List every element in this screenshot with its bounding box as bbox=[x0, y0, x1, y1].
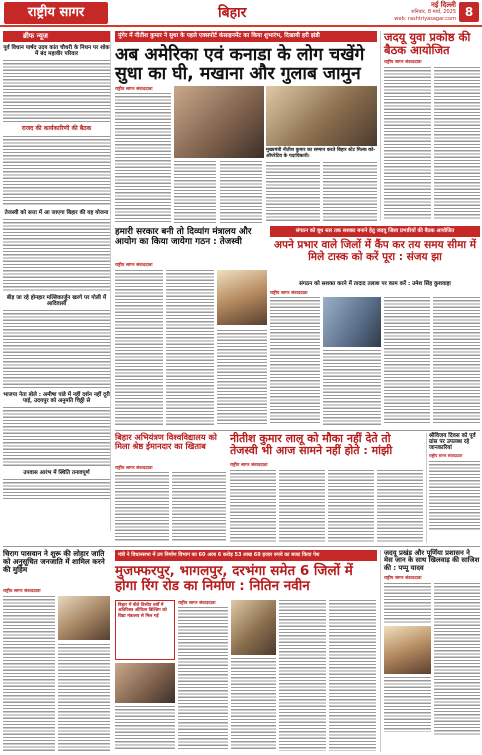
chirag-text-1 bbox=[3, 596, 55, 751]
brief-2-text bbox=[3, 136, 110, 206]
ringroad-text-3 bbox=[279, 600, 326, 751]
side-story-headline: श्रीविजय दिवस को पूर्व ग्रांस पर उपलब्ध रहे जानकारियां bbox=[429, 433, 476, 452]
lead-text-col-4 bbox=[266, 162, 320, 223]
brief-6-text bbox=[3, 479, 110, 499]
lead-text-col-2 bbox=[174, 161, 216, 223]
right-top-story bbox=[380, 31, 480, 221]
lead-kicker: मुंगेर में नीतीश कुमार ने सुधा के पहले एक्सपोर्ट कंसाइनमेंट का किया शुभारंभ, दिखायी हरी झंडी bbox=[115, 31, 377, 42]
tejashwi-text-2 bbox=[166, 270, 214, 425]
brief-2-headline: राजद की कार्यकारिणी की बैठक bbox=[21, 125, 92, 133]
manjhi-text-3 bbox=[328, 470, 374, 542]
brief-column bbox=[3, 31, 111, 531]
chirag-byline: राष्ट्रीय सागर संवाददाता bbox=[3, 589, 41, 594]
ringroad-infobox-text: बिहार में बीते वित्तीय वर्षों में अतिरिक्त ऑफिस बिल्डिंग को विद्या मंत्रालय से मिल गई bbox=[118, 603, 167, 619]
brief-5-headline: भाजपा नेता बोले : अमीषा पांडे में नहीं दर्शन नहीं दूरी पाई, उदयपुर को अनुमति चिठ्ठी से bbox=[3, 391, 110, 404]
pappu-photo bbox=[384, 626, 431, 674]
sanjay-text-4 bbox=[433, 297, 480, 425]
university-headline: बिहार अभियंत्रण विश्वविद्यालय को मिला श्रेष्ठ ईमानदार का खिताब bbox=[115, 432, 217, 452]
website: web: rashtriyasagar.com bbox=[394, 16, 456, 22]
tejashwi-byline: राष्ट्रीय सागर संवाददाता bbox=[115, 263, 153, 268]
sanjay-kicker: संगठन को बूथ स्तर तक सशक्त बनाने हेतु जदयू जिला प्रभारियों की बैठक आयोजित bbox=[270, 226, 480, 237]
manjhi-text-4 bbox=[377, 470, 423, 542]
ringroad-text-1 bbox=[178, 607, 228, 751]
university-text-2 bbox=[172, 472, 226, 542]
ringroad-text-5 bbox=[115, 706, 175, 751]
ringroad-headline: मुजफ्फरपुर, भागलपुर, दरभंगा समेत 6 जिलों में होगा रिंग रोड का निर्माण : नितिन नवीन bbox=[115, 563, 353, 594]
pappu-text-1b bbox=[384, 677, 431, 732]
sanjay-subheadline: संगठन को सशक्त करने में तादाद तलाश पर काम करें : उमेश सिंह कुशवाहा bbox=[299, 281, 451, 287]
photo-caption: मुख्यमंत्री नीतीश कुमार का सम्मान करते बिहार स्टेट मिल्क को-ऑपरेटिव के पदाधिकारी। bbox=[266, 148, 376, 159]
page-number: 8 bbox=[459, 2, 479, 22]
ringroad-photo-1 bbox=[115, 663, 175, 703]
brief-3-headline: तेजस्वी को सत्ता में आ जाएगा बिहार की यह योजना bbox=[4, 209, 109, 216]
ringroad-byline: राष्ट्रीय सागर संवाददाता bbox=[178, 601, 216, 606]
brief-1-text bbox=[3, 60, 110, 122]
dateline bbox=[392, 2, 456, 23]
side-story-text bbox=[429, 461, 480, 531]
university-byline: राष्ट्रीय सागर संवाददाता bbox=[115, 466, 153, 471]
sanjay-text-1 bbox=[270, 297, 320, 425]
side-story-byline: राष्ट्रीय सागर संवाददाता bbox=[429, 453, 463, 459]
sanjay-text-2 bbox=[323, 350, 381, 425]
lead-text-col-1 bbox=[115, 93, 171, 223]
section-title: बिहार bbox=[218, 5, 247, 21]
tejashwi-headline: हमारी सरकार बनी तो दिव्यांग मंत्रालय और आयोग का किया जायेगा गठन : तेजस्वी bbox=[115, 227, 252, 247]
pappu-text-2 bbox=[434, 583, 481, 735]
manjhi-text-1 bbox=[230, 470, 276, 542]
tejashwi-text-1 bbox=[115, 270, 163, 425]
tejashwi-text-3 bbox=[217, 330, 267, 425]
university-text-1 bbox=[115, 472, 169, 542]
manjhi-byline: राष्ट्रीय सागर संवाददाता bbox=[230, 463, 268, 468]
manjhi-headline: नीतीश कुमार लालू को मौका नहीं देते तो तेजस्वी भी आज सामने नहीं होते : मांझी bbox=[230, 432, 393, 458]
ringroad-text-2 bbox=[231, 658, 276, 751]
side-story bbox=[426, 433, 480, 543]
date: शनिवार, 8 मार्च, 2025 bbox=[411, 9, 456, 15]
tejashwi-photo bbox=[217, 270, 267, 325]
manjhi-text-2 bbox=[279, 470, 325, 542]
brief-5-text bbox=[3, 407, 110, 467]
brief-1-headline: पूर्व विधान पार्षद उदय कांत चौधरी के निधन पर शोक में बंद महावीर परिवार bbox=[3, 45, 110, 58]
lead-byline: राष्ट्रीय सागर संवाददाता bbox=[115, 87, 153, 92]
brief-4-headline: बीड़ जा रहे होनहार मल्लिकार्जुन खरगे पर गोली में आदिवासी bbox=[6, 294, 107, 307]
ringroad-text-4 bbox=[329, 600, 376, 751]
city: नई दिल्ली bbox=[430, 1, 456, 9]
newspaper-logo: राष्ट्रीय सागर bbox=[4, 2, 108, 24]
brief-3-text bbox=[3, 219, 110, 291]
ringroad-photo-2 bbox=[231, 600, 276, 655]
sanjay-text-3 bbox=[384, 297, 430, 425]
right-top-text-2 bbox=[434, 67, 481, 219]
right-top-headline: जदयू युवा प्रकोष्ठ की बैठक आयोजित bbox=[384, 30, 471, 57]
brief-4-text bbox=[3, 310, 110, 388]
brief-label: ब्रीफ न्यूज bbox=[3, 31, 110, 42]
chirag-text-2 bbox=[58, 644, 110, 751]
lead-photo-1 bbox=[174, 86, 264, 158]
chirag-headline: चिराग पासवान ने शुरू की लोहार जाति को अनुसूचित जनजाति में शामिल करने की मुहिम bbox=[3, 549, 105, 574]
divider-1 bbox=[115, 430, 480, 431]
right-top-byline: राष्ट्रीय सागर संवाददाता bbox=[384, 60, 422, 66]
divider-2 bbox=[3, 546, 480, 547]
pappu-text-1a bbox=[384, 583, 431, 623]
ringroad-kicker: मंत्री ने विधानसभा में उप निर्माण विभाग का 60 अरब 6 करोड़ 53 लाख 69 हजार रुपये का बजट किया पेश bbox=[115, 550, 377, 561]
sanjay-byline: राष्ट्रीय सागर संवाददाता bbox=[270, 291, 308, 296]
brief-6-headline: उपवास आरंभ में स्थिति तनावपूर्ण bbox=[23, 469, 90, 476]
lead-text-col-5 bbox=[323, 162, 377, 223]
sanjay-photo bbox=[323, 297, 381, 347]
right-top-text-1 bbox=[384, 67, 431, 219]
pappu-byline: राष्ट्रीय सागर संवाददाता bbox=[384, 576, 422, 582]
lead-photo-2 bbox=[266, 86, 377, 146]
lead-headline: अब अमेरिका एवं कनाडा के लोग चखेंगे सुधा का घी, मखाना और गुलाब जामुन bbox=[115, 45, 365, 85]
lead-text-col-3 bbox=[220, 161, 262, 223]
sanjay-headline: अपने प्रभार वाले जिलों में कैंप कर तय समय सीमा में मिले टास्क को करें पूरा : संजय झा bbox=[273, 239, 477, 263]
pappu-story bbox=[380, 550, 480, 752]
chirag-photo bbox=[58, 596, 110, 640]
ringroad-infobox bbox=[115, 600, 175, 660]
pappu-headline: जदयू प्रखंड और पूर्णिया प्रशासन ने मेस जान के साथ खिलवाड़ की साजिश की : पप्पू यादव bbox=[384, 549, 480, 572]
